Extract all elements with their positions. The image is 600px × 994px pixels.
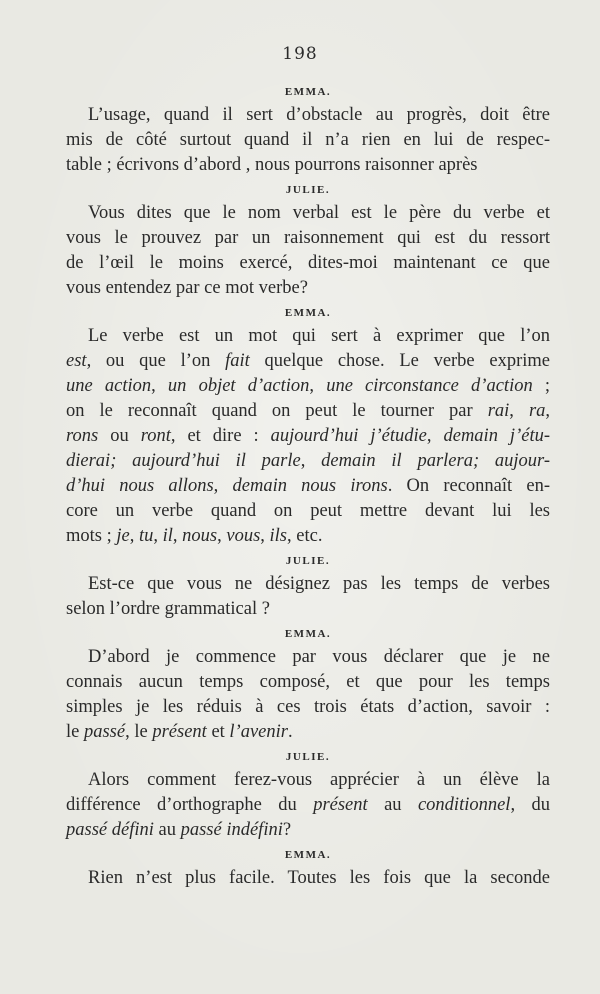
text-line: Est-ce que vous ne désignez pas les temps de verbes: [88, 574, 550, 594]
text-line: d’hui nous allons, demain nous irons. On reconnaît en-: [66, 476, 551, 496]
text-line: rons ou ront, et dire : aujourd’hui j’étudie, demain j’étu-: [66, 426, 550, 446]
text-line: simples je les réduis à ces trois états d’action, savoir :: [66, 697, 550, 717]
text-line: dierai; aujourd’hui il parle, demain il parlera; aujour-: [66, 451, 551, 471]
speaker-label: JULIE.: [285, 184, 331, 196]
text-line: le passé, le présent et l’avenir.: [66, 722, 293, 742]
text-line: de l’œil le moins exercé, dites-moi maintenant ce que: [66, 253, 550, 273]
text-line: Alors comment ferez-vous apprécier à un élève la: [88, 770, 550, 790]
text-line: Rien n’est plus facile. Toutes les fois que la seconde: [88, 868, 550, 888]
text-line: selon l’ordre grammatical ?: [66, 599, 270, 619]
speaker-label: EMMA.: [284, 628, 332, 640]
text-line: mots ; je, tu, il, nous, vous, ils, etc.: [66, 526, 323, 546]
text-line: passé défini au passé indéfini?: [66, 820, 292, 840]
text-line: différence d’orthographe du présent au conditionnel, du: [66, 795, 550, 815]
dialogue-text: [66, 80, 550, 891]
text-line: table ; écrivons d’abord , nous pourrons raisonner après: [66, 155, 478, 175]
speaker-label: JULIE.: [285, 751, 331, 763]
text-line: D’abord je commence par vous déclarer que je ne: [88, 647, 550, 667]
speaker-label: EMMA.: [284, 849, 332, 861]
text-line: on le reconnaît quand on peut le tourner par rai, ra,: [66, 401, 551, 421]
text-line: une action, un objet d’action, une circonstance d’action ;: [66, 376, 551, 396]
text-line: vous entendez par ce mot verbe?: [66, 278, 308, 298]
text-line: vous le prouvez par un raisonnement qui est du ressort: [66, 228, 550, 248]
text-line: connais aucun temps composé, et que pour les temps: [66, 672, 550, 692]
speaker-label: EMMA.: [284, 307, 332, 319]
text-line: L’usage, quand il sert d’obstacle au progrès, doit être: [88, 105, 550, 125]
page-number: 198: [282, 44, 318, 64]
speaker-label: EMMA.: [284, 86, 332, 98]
text-line: Vous dites que le nom verbal est le père du verbe et: [88, 203, 550, 223]
text-line: Le verbe est un mot qui sert à exprimer que l’on: [88, 326, 550, 346]
text-line: est, ou que l’on fait quelque chose. Le verbe exprime: [66, 351, 550, 371]
speaker-label: JULIE.: [285, 555, 331, 567]
text-line: core un verbe quand on peut mettre devant lui les: [66, 501, 550, 521]
text-line: mis de côté surtout quand il n’a rien en lui de respec-: [66, 130, 550, 150]
